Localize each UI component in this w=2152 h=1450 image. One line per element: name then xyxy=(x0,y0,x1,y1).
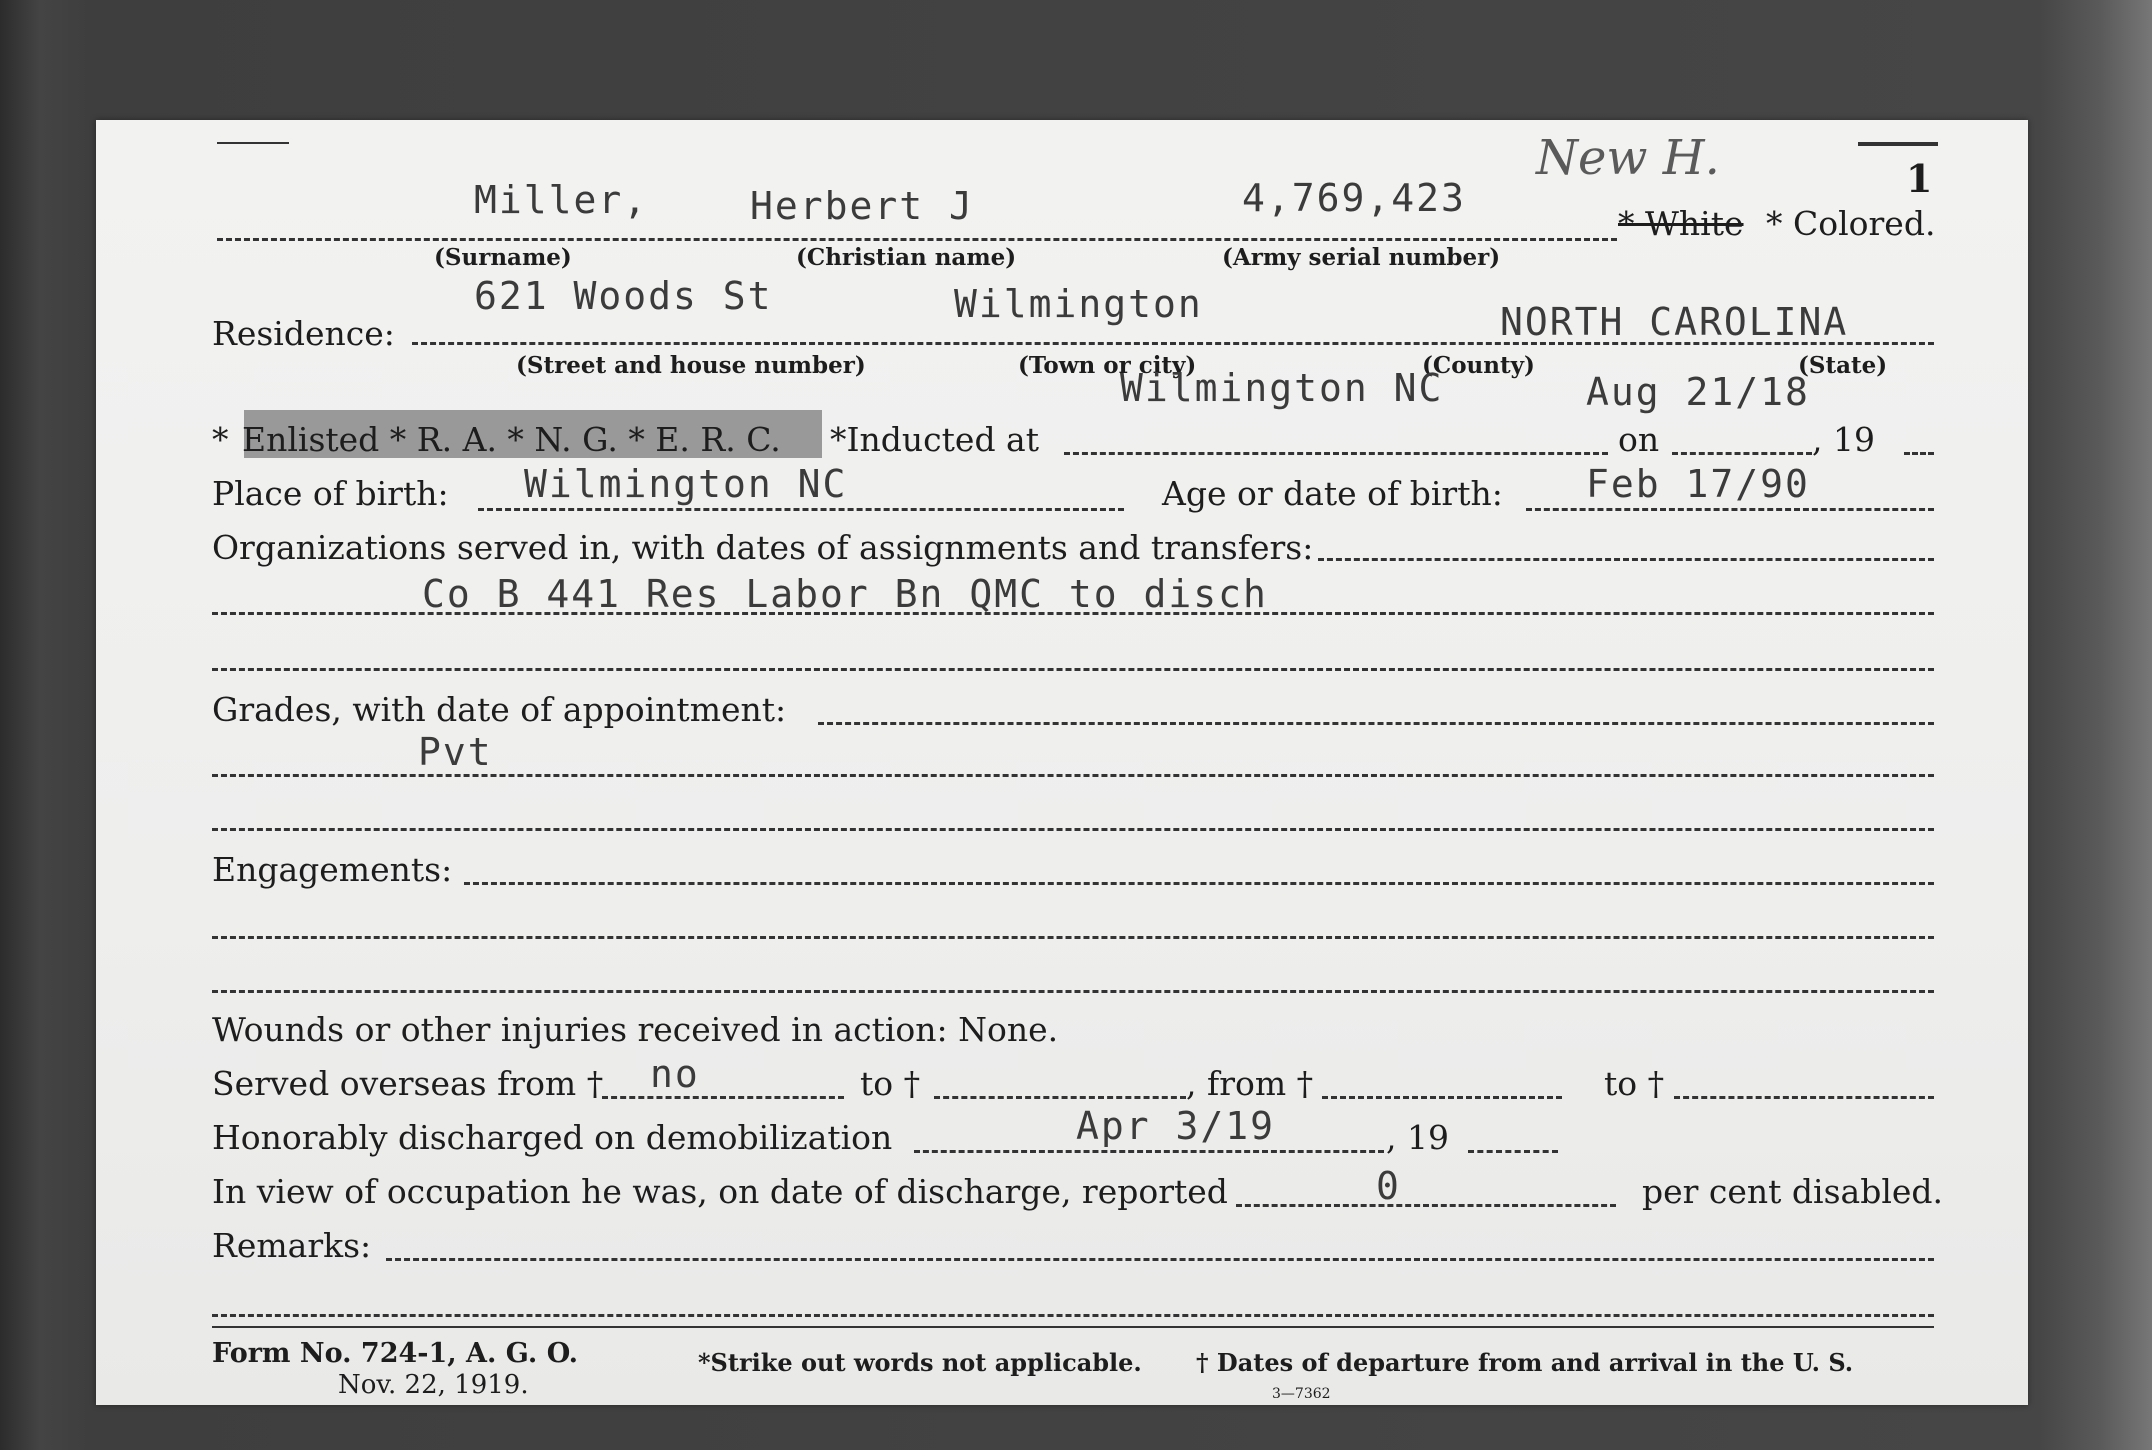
organizations-line-2 xyxy=(212,612,1934,615)
overseas-label: Served overseas from † xyxy=(212,1064,604,1103)
birth-label: Place of birth: xyxy=(212,474,449,513)
grades-value: Pvt xyxy=(418,730,493,774)
grades-line-1 xyxy=(818,722,1934,725)
inducted-date-value: Aug 21/18 xyxy=(1586,370,1810,414)
engagements-line-3 xyxy=(212,990,1934,993)
caption-state: (State) xyxy=(1798,352,1888,379)
discharge-date-line xyxy=(914,1150,1384,1153)
grades-label: Grades, with date of appointment: xyxy=(212,690,787,729)
handwritten-annotation: New H. xyxy=(1536,130,1720,186)
residence-street-value: 621 Woods St xyxy=(474,274,773,318)
inducted-label: *Inducted at xyxy=(830,420,1039,459)
birth-place-value: Wilmington NC xyxy=(524,462,848,506)
organizations-line-3 xyxy=(212,668,1934,671)
overseas-to-line xyxy=(934,1096,1186,1099)
grades-line-2 xyxy=(212,774,1934,777)
caption-street: (Street and house number) xyxy=(516,352,866,379)
service-record-card xyxy=(96,120,2028,1405)
engagements-line-2 xyxy=(212,936,1934,939)
christian-name-value: Herbert J xyxy=(750,184,974,228)
footer-rule xyxy=(212,1326,1934,1328)
residence-line xyxy=(412,342,1934,345)
birth-place-line xyxy=(478,508,1124,511)
footnote-dates: † Dates of departure from and arrival in the U. S. xyxy=(1196,1348,1854,1377)
age-label: Age or date of birth: xyxy=(1162,474,1503,513)
birth-date-line xyxy=(1526,508,1934,511)
inducted-year-line xyxy=(1904,452,1934,455)
top-left-rule xyxy=(217,142,289,144)
on-label: on xyxy=(1618,420,1660,459)
caption-town: (Town or city) xyxy=(1018,352,1197,379)
caption-surname: (Surname) xyxy=(434,244,572,271)
card-number: 1 xyxy=(1906,156,1933,201)
overseas-from-line xyxy=(602,1096,844,1099)
remarks-line-1 xyxy=(386,1258,1934,1261)
form-number: Form No. 724-1, A. G. O. xyxy=(212,1338,579,1369)
grades-line-3 xyxy=(212,828,1934,831)
discharge-year-label: , 19 xyxy=(1386,1118,1449,1157)
organizations-value: Co B 441 Res Labor Bn QMC to disch xyxy=(422,572,1268,616)
inducted-place-value: Wilmington NC xyxy=(1120,366,1444,410)
organizations-label: Organizations served in, with dates of assignments and transfers: xyxy=(212,528,1314,567)
overseas-to2-label: to † xyxy=(1604,1064,1665,1103)
enlisted-struck-text: Enlisted * R. A. * N. G. * E. R. C. xyxy=(242,420,781,459)
overseas-value: no xyxy=(650,1052,700,1096)
caption-county: (County) xyxy=(1422,352,1535,379)
discharge-date-value: Apr 3/19 xyxy=(1076,1104,1276,1148)
disability-label: In view of occupation he was, on date of discharge, reported xyxy=(212,1172,1228,1211)
print-code: 3—7362 xyxy=(1272,1386,1331,1402)
race-white xyxy=(1618,204,1744,243)
form-date: Nov. 22, 1919. xyxy=(338,1370,529,1400)
overseas-to2-line xyxy=(1674,1096,1934,1099)
top-right-rule xyxy=(1858,142,1938,146)
residence-label: Residence: xyxy=(212,314,395,353)
discharge-year-line xyxy=(1468,1150,1558,1153)
serial-number-value: 4,769,423 xyxy=(1242,176,1466,220)
footnote-strike: *Strike out words not applicable. xyxy=(698,1348,1142,1377)
disability-line xyxy=(1236,1204,1616,1207)
overseas-from2-label: , from † xyxy=(1186,1064,1314,1103)
race-colored: * Colored. xyxy=(1766,204,1936,243)
discharge-label: Honorably discharged on demobilization xyxy=(212,1118,893,1157)
inducted-year-label: , 19 xyxy=(1812,420,1875,459)
disability-value: 0 xyxy=(1376,1164,1401,1208)
caption-christian-name: (Christian name) xyxy=(796,244,1017,271)
race-white-text: * White xyxy=(1618,204,1744,243)
overseas-from2-line xyxy=(1322,1096,1562,1099)
wounds-label: Wounds or other injuries received in action: None. xyxy=(212,1010,1059,1049)
remarks-line-2 xyxy=(212,1314,1934,1317)
enlisted-prefix: * xyxy=(212,420,229,459)
engagements-line-1 xyxy=(464,882,1934,885)
residence-town-value: Wilmington xyxy=(954,282,1203,326)
organizations-line-1 xyxy=(1318,558,1934,561)
remarks-label: Remarks: xyxy=(212,1226,372,1265)
residence-state-value: NORTH CAROLINA xyxy=(1500,300,1849,344)
inducted-date-line xyxy=(1672,452,1812,455)
inducted-place-line xyxy=(1064,452,1608,455)
overseas-to-label: to † xyxy=(860,1064,921,1103)
name-line xyxy=(217,238,1617,241)
caption-serial: (Army serial number) xyxy=(1222,244,1501,271)
surname-value: Miller, xyxy=(474,178,649,222)
engagements-label: Engagements: xyxy=(212,850,453,889)
birth-date-value: Feb 17/90 xyxy=(1586,462,1810,506)
disability-suffix: per cent disabled. xyxy=(1642,1172,1944,1211)
